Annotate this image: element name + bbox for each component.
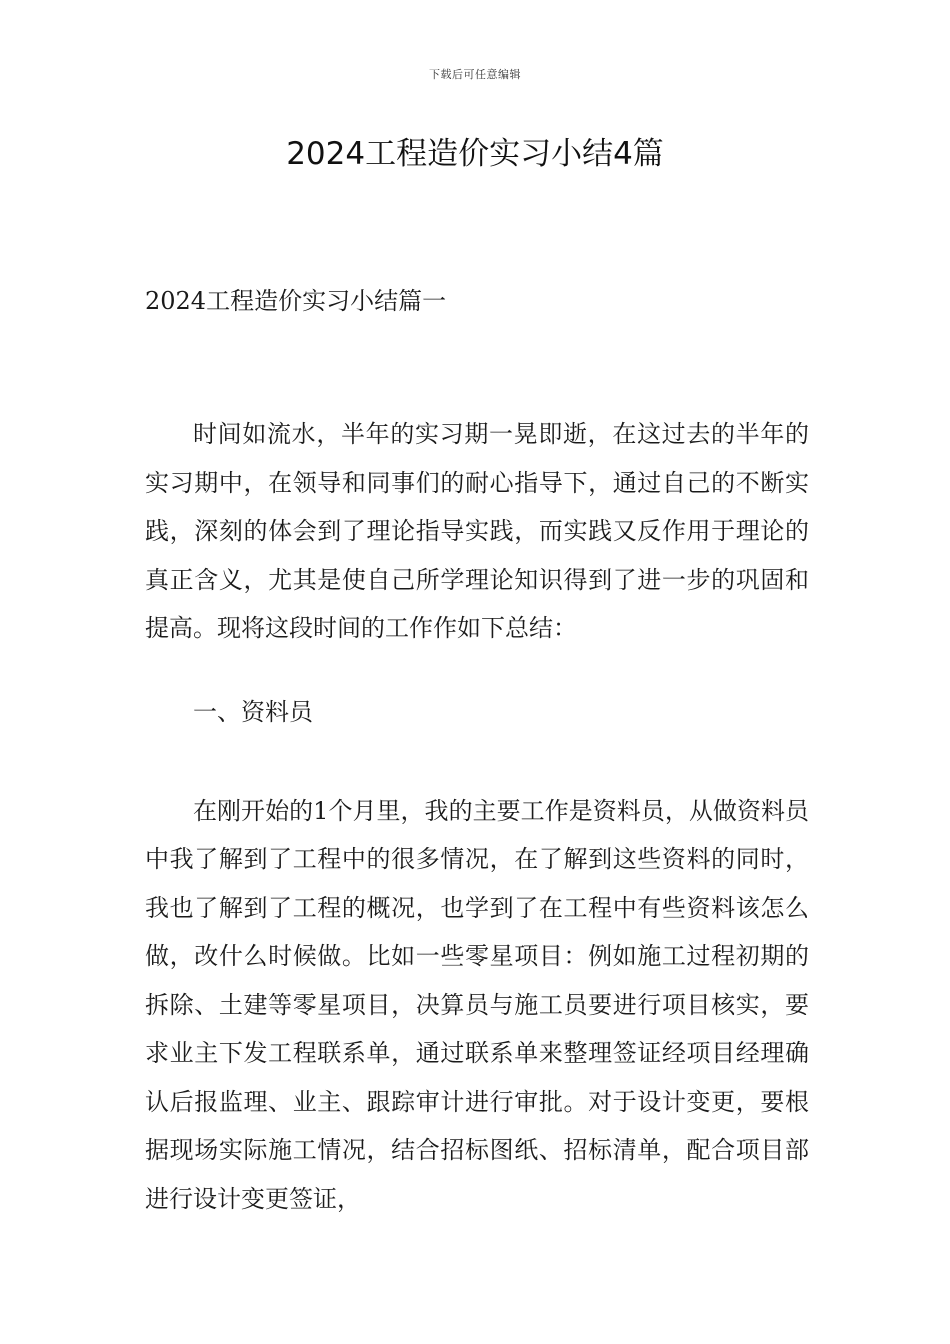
section-title: 2024工程造价实习小结篇一 — [145, 287, 447, 315]
header-note: 下载后可任意编辑 — [429, 68, 521, 81]
document-title: 2024工程造价实习小结4篇 — [286, 136, 664, 172]
paragraph-intro: 时间如流水，半年的实习期一晃即逝，在这过去的半年的实习期中，在领导和同事们的耐心指导下，通过自己的不断实践，深刻的体会到了理论指导实践，而实践又反作用于理论的真正含义，尤其是使自己所学理论知识得到了进一步的巩固和提高。现将这段时间的工作作如下总结： — [145, 420, 809, 642]
document-body — [145, 284, 809, 1223]
subheading-data-clerk: 一、资料员 — [193, 697, 313, 726]
paragraph-data-clerk: 在刚开始的1个月里，我的主要工作是资料员，从做资料员中我了解到了工程中的很多情况，在了解到这些资料的同时，我也了解到了工程的概况，也学到了在工程中有些资料该怎么做，改什么时候做。比如一些零星项目：例如施工过程初期的拆除、土建等零星项目，决算员与施工员要进行项目核实，要求业主下发工程联系单，通过联系单来整理签证经项目经理确认后报监理、业主、跟踪审计进行审批。对于设计变更，要根据现场实际施工情况，结合招标图纸、招标清单，配合项目部进行设计变更签证， — [145, 796, 809, 1213]
